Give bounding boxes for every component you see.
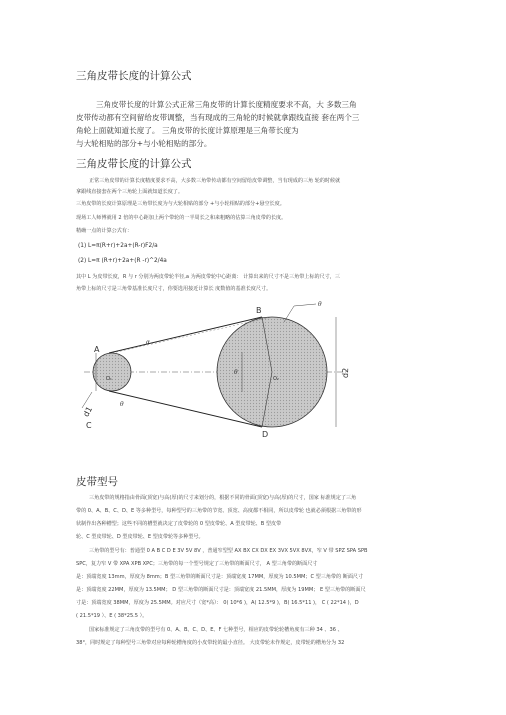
label-theta-top: θ <box>318 301 322 308</box>
section-title-2: 三角皮带长度的计算公式 <box>76 158 192 170</box>
label-theta: θ <box>234 369 238 376</box>
belt-pulley-diagram <box>81 300 354 455</box>
label-d1: d1 <box>81 405 95 419</box>
body-line: ( 21.5*19 ）、E ( 38*25.5 ）。 <box>76 613 148 619</box>
label-d2: d2 <box>340 367 351 379</box>
formula-1: (1) L=π(R+r)+2a+(R-r)F2/a <box>78 243 158 249</box>
body-line: 正常三角皮带的计算长度精度要求不高，大多数三角带传动都有空间留给皮带调整，当有现成的三角 轮的时候就 <box>89 178 341 184</box>
body-line: 状制作出各种槽型；这些不同的槽型就决定了皮带轮的 0 型皮带轮、A 型皮带轮、B 型皮带 <box>76 521 282 527</box>
section-title-3: 皮带型号 <box>76 476 118 488</box>
section-title-1: 三角皮带长度的计算公式 <box>76 70 192 82</box>
body-line: 带的 0、A、B、C、D、E 等多种型号，每种型号的三角带的节宽、顶宽、高度都不相同，所以皮带轮 也就必须根据三角带的形 <box>76 508 362 514</box>
body-line: 角带上标的尺寸是三角带基准长度尺寸，你要选用接近计算长 度数值的基准长度尺寸。 <box>76 286 272 292</box>
body-line: 轮、C 型皮带轮、D 型皮带轮、E 型皮带轮等多种型号。 <box>76 534 204 540</box>
formula-2: (2) L=π (R+r)+2a+(R -r)^2/4a <box>78 258 167 264</box>
body-line: 38°，同时规定了每种型号三角带对应每种轮槽角度的小皮带轮的最小直径。 大皮带轮未作规定，皮带轮的槽角分为 32 <box>76 640 345 646</box>
body-line: 三角皮带的规格指由骨面(顶宽)与高(厚)的尺寸来划分的，根据不同的骨面(顶宽)与高(厚)的尺寸，国家 标准规定了三角 <box>89 495 357 501</box>
body-line: 其中 L 为皮带长度，R 与 r 分别为两皮带轮半径,a 为两皮带轮中心距离： 计算出来的尺寸不是三角带上标的尺寸，三 <box>76 274 340 280</box>
intro-line-1: 三角皮带长度的计算公式正常三角皮带的计算长度精度要求不高，大 多数三角 <box>96 100 357 109</box>
body-line: 国家标准规定了三角皮带的型号有 0、A、B、C、D、E、F 七种型号，相应的皮带轮轮槽角度有三种 34 、36 、 <box>89 627 343 633</box>
intro-line-3: 角轮上面就知道长度了。 三角皮带的长度计算原理是三角带长度为 <box>76 126 299 135</box>
body-line: 寸是：顶端宽度 38MM，厚度为 25.5MM。对应尺寸（宽*高）： 0( 10*6 )，A( 12.5*9 )，B( 16.5*11 )， C ( 22*14 )，D <box>76 600 359 606</box>
body-line: 现场工人师傅就用 2 倍的中心距加上两个带轮的一半周长之和来粗略的估算三角皮带的长度。 <box>76 215 287 221</box>
body-line: 拿跟线直接套在两个三角轮上面就知道长度了。 <box>76 189 183 195</box>
label-d: D <box>262 430 269 439</box>
label-b: B <box>256 306 262 315</box>
body-line: 三角皮带的长度计算原理是三角带长度为与大轮相贴的部分 +与小轮相贴的部分+悬空长度。 <box>76 201 285 207</box>
body-line: SPC，复力窄 V 带 XPA XPB XPC；三角带的每一个型号规定了三角带的断面尺寸， A 型三角带的断面尺寸 <box>76 561 318 567</box>
body-line: 精确一点的计算公式有： <box>76 228 133 234</box>
label-o2: O₂ <box>273 376 279 382</box>
body-line: 三角带的型号有：普通型 0 A B C D E 3V 5V 8V ，普通窄型型 AX BX CX DX EX 3VX 5VX 8VX，窄 V 带 SPZ SPA SPB <box>89 548 368 554</box>
small-pulley <box>93 353 131 391</box>
intro-line-4: 与大轮相贴的部分+与小轮相贴的部分。 <box>76 139 212 148</box>
label-theta-bottom: θ <box>120 401 124 408</box>
intro-line-2: 皮带传动都有空间留给皮带调整，当有现成的三角轮的时候就拿跟线直接 套在两个三 <box>76 113 360 122</box>
label-alpha: α <box>146 339 151 346</box>
label-o1: O₁ <box>106 376 112 382</box>
label-c: C <box>86 421 92 430</box>
body-line: 是：顶端宽度 22MM，厚度为 13.5MM； D 型三角带的断面尺寸是：顶端宽度 21.5MM，厚度为 19MM； E 型三角带的断面尺 <box>76 587 366 593</box>
label-a: A <box>94 345 100 354</box>
body-line: 是：顶端宽度 13mm，厚度为 8mm；B 型三角带的断面尺寸是：顶端宽度 17MM，厚度为 10.5MM；C 型三角带的 断面尺寸 <box>76 574 364 580</box>
